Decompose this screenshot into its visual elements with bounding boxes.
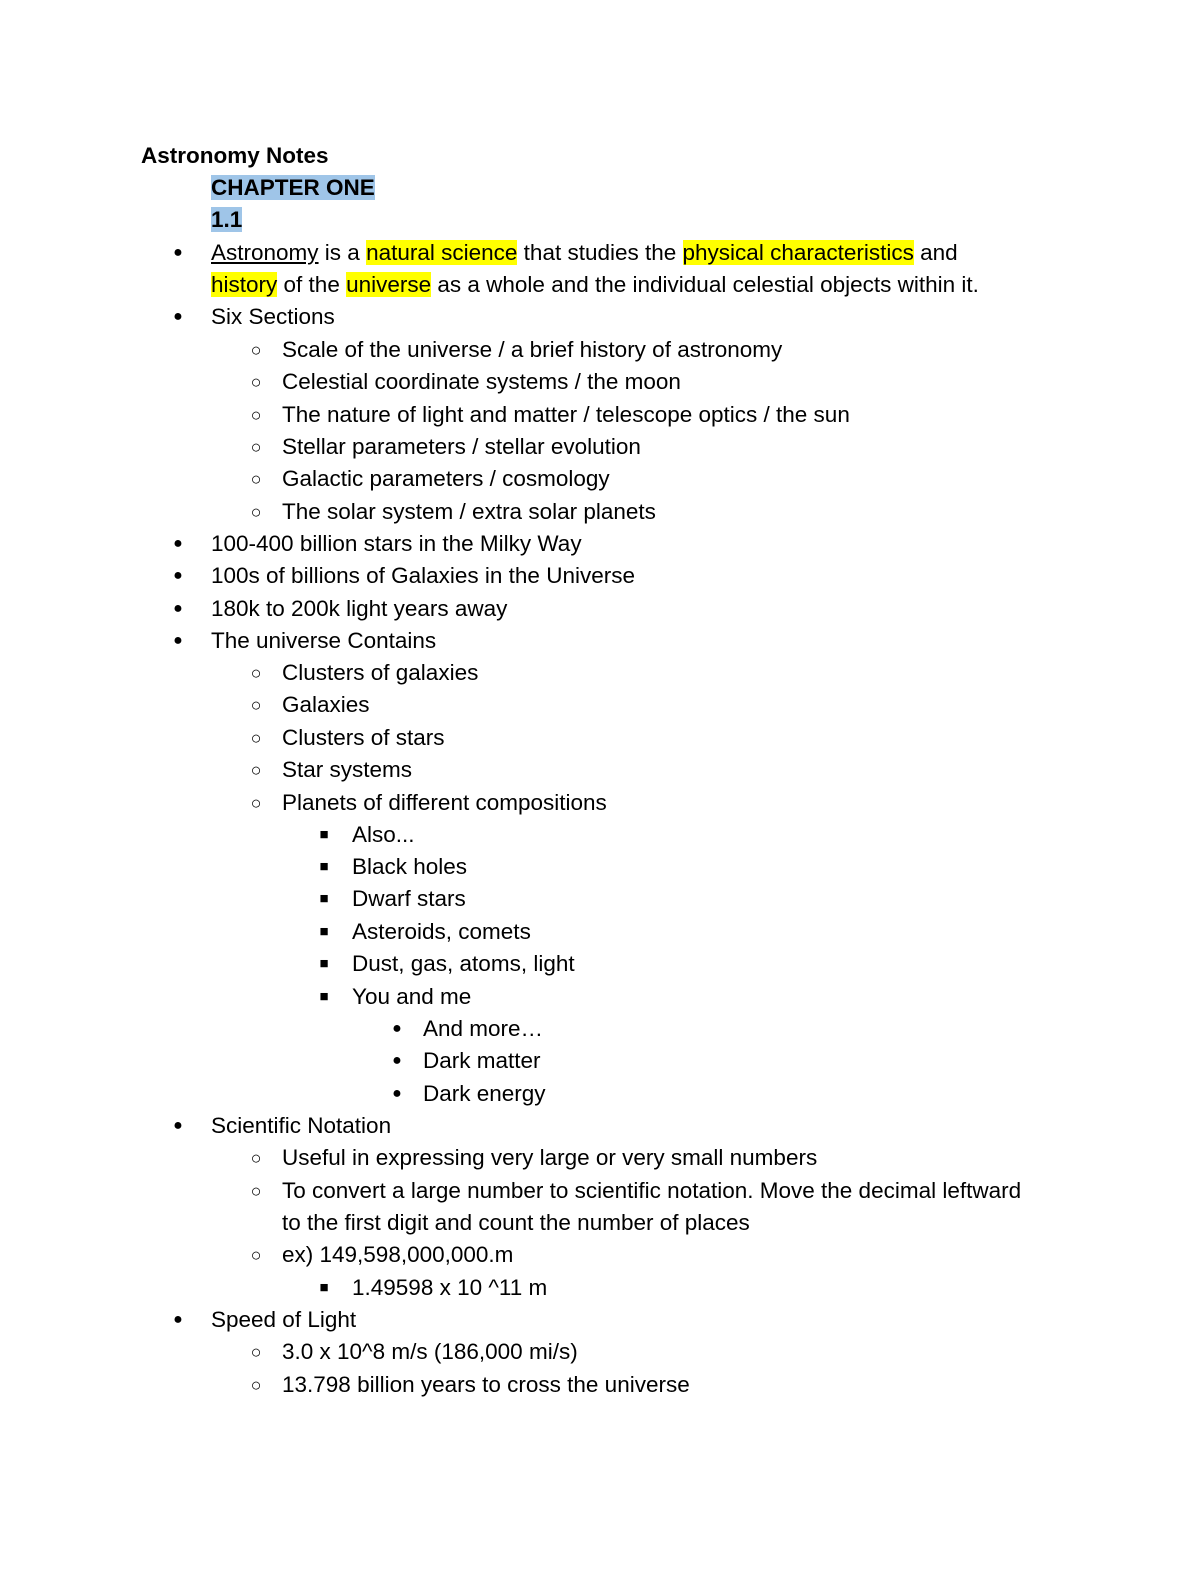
list-item-text: ex) 149,598,000,000.m (282, 1242, 514, 1267)
bullet-marker: ○ (250, 372, 262, 392)
list-item-continuation (282, 1207, 750, 1239)
definition-text: of the (277, 272, 347, 297)
bullet-marker: ○ (250, 1342, 262, 1362)
list-item (319, 851, 468, 883)
bullet-marker: ● (173, 632, 183, 649)
list-item (392, 1013, 544, 1045)
list-item (392, 1045, 541, 1077)
list-item-text: Dwarf stars (352, 886, 466, 911)
list-item (250, 657, 479, 689)
list-item (319, 916, 531, 948)
definition-text: and (913, 240, 958, 265)
bullet-marker: ○ (250, 405, 262, 425)
list-item-text: Scientific Notation (211, 1113, 392, 1138)
list-item (173, 1110, 392, 1142)
list-item-text: 1.49598 x 10 ^11 m (352, 1275, 548, 1300)
list-item-text: The solar system / extra solar planets (282, 499, 656, 524)
bullet-marker: ■ (319, 858, 329, 875)
list-item-text: The nature of light and matter / telescope optics / the sun (282, 402, 850, 427)
bullet-marker: ● (173, 1311, 183, 1328)
list-item (173, 625, 437, 657)
list-item (173, 593, 508, 625)
document-title: Astronomy Notes (141, 143, 329, 168)
section-heading-text: 1.1 (211, 207, 243, 232)
list-item-text: Clusters of stars (282, 725, 445, 750)
list-item (250, 496, 656, 528)
list-item-text: Scale of the universe / a brief history of astronomy (282, 337, 783, 362)
list-item (173, 528, 582, 560)
list-item (250, 399, 850, 431)
bullet-marker: ○ (250, 728, 262, 748)
chapter-heading (211, 172, 375, 204)
bullet-marker: ● (392, 1085, 402, 1102)
list-item-text: 3.0 x 10^8 m/s (186,000 mi/s) (282, 1339, 578, 1364)
bullet-marker: ○ (250, 437, 262, 457)
chapter-heading-text: CHAPTER ONE (211, 175, 375, 200)
list-item (319, 948, 575, 980)
definition-line-1 (173, 237, 958, 269)
bullet-marker: ● (173, 567, 183, 584)
definition-text: is a (318, 240, 367, 265)
list-item (250, 1369, 690, 1401)
list-item-text: Planets of different compositions (282, 790, 607, 815)
list-item-text: 180k to 200k light years away (211, 596, 508, 621)
bullet-marker: ● (392, 1020, 402, 1037)
list-item-text: Asteroids, comets (352, 919, 531, 944)
list-item (319, 883, 466, 915)
list-item-text: Also... (352, 822, 415, 847)
list-item (250, 1336, 578, 1368)
list-item-text: 100s of billions of Galaxies in the Universe (211, 563, 635, 588)
bullet-marker: ○ (250, 663, 262, 683)
term-astronomy: Astronomy (211, 240, 319, 265)
list-item-text: Galaxies (282, 692, 370, 717)
list-item (250, 431, 641, 463)
bullet-marker: ■ (319, 988, 329, 1005)
bullet-marker: ● (173, 600, 183, 617)
bullet-marker: ○ (250, 1375, 262, 1395)
section-heading (211, 204, 242, 236)
bullet-marker: ○ (250, 340, 262, 360)
list-item (250, 754, 413, 786)
bullet-marker: ● (173, 535, 183, 552)
bullet-marker: ○ (250, 695, 262, 715)
list-item (250, 1239, 514, 1271)
list-item (250, 1175, 1022, 1207)
bullet-marker: ■ (319, 955, 329, 972)
list-item-text: Stellar parameters / stellar evolution (282, 434, 641, 459)
list-item-text: Celestial coordinate systems / the moon (282, 369, 681, 394)
definition-line-2 (211, 269, 979, 301)
bullet-marker: ■ (319, 890, 329, 907)
bullet-marker: ■ (319, 1279, 329, 1296)
list-item-text: Black holes (352, 854, 468, 879)
list-item-text: Dark matter (423, 1048, 541, 1073)
list-item (250, 787, 607, 819)
list-item-text: Dust, gas, atoms, light (352, 951, 575, 976)
bullet-marker: ○ (250, 760, 262, 780)
bullet-marker: ● (392, 1052, 402, 1069)
term-natural-science: natural science (366, 240, 518, 265)
definition-text: that studies the (517, 240, 683, 265)
list-item-text: The universe Contains (211, 628, 437, 653)
list-item-text: And more… (423, 1016, 544, 1041)
term-universe: universe (346, 272, 432, 297)
bullet-marker: ○ (250, 1148, 262, 1168)
list-item (319, 981, 472, 1013)
list-item-text: 13.798 billion years to cross the universe (282, 1372, 690, 1397)
bullet-marker: ● (173, 1117, 183, 1134)
bullet-marker: ○ (250, 469, 262, 489)
list-item-text: You and me (352, 984, 472, 1009)
bullet-marker: ■ (319, 826, 329, 843)
list-item-text: To convert a large number to scientific notation. Move the decimal leftward (282, 1178, 1022, 1203)
list-item-text: Galactic parameters / cosmology (282, 466, 610, 491)
list-item-text: Speed of Light (211, 1307, 357, 1332)
term-physical-characteristics: physical characteristics (682, 240, 914, 265)
list-item-text: to the first digit and count the number of places (282, 1210, 750, 1235)
list-item-text: Six Sections (211, 304, 335, 329)
bullet-marker: ○ (250, 502, 262, 522)
list-item (319, 819, 415, 851)
list-item (250, 722, 445, 754)
list-item (173, 1304, 357, 1336)
bullet-marker: ● (173, 244, 183, 261)
list-item-text: Useful in expressing very large or very small numbers (282, 1145, 818, 1170)
list-item (173, 560, 635, 592)
list-item (173, 301, 335, 333)
list-item-text: 100-400 billion stars in the Milky Way (211, 531, 582, 556)
list-item-text: Clusters of galaxies (282, 660, 479, 685)
bullet-marker: ■ (319, 923, 329, 940)
list-item (250, 463, 610, 495)
bullet-marker: ○ (250, 1181, 262, 1201)
list-item (250, 1142, 818, 1174)
bullet-marker: ○ (250, 793, 262, 813)
bullet-marker: ● (173, 308, 183, 325)
bullet-marker: ○ (250, 1245, 262, 1265)
term-history: history (211, 272, 278, 297)
list-item (250, 366, 681, 398)
list-item (250, 689, 370, 721)
list-item-text: Star systems (282, 757, 413, 782)
definition-text: as a whole and the individual celestial objects within it. (431, 272, 979, 297)
list-item (250, 334, 783, 366)
list-item-text: Dark energy (423, 1081, 546, 1106)
list-item (392, 1078, 546, 1110)
list-item (319, 1272, 548, 1304)
